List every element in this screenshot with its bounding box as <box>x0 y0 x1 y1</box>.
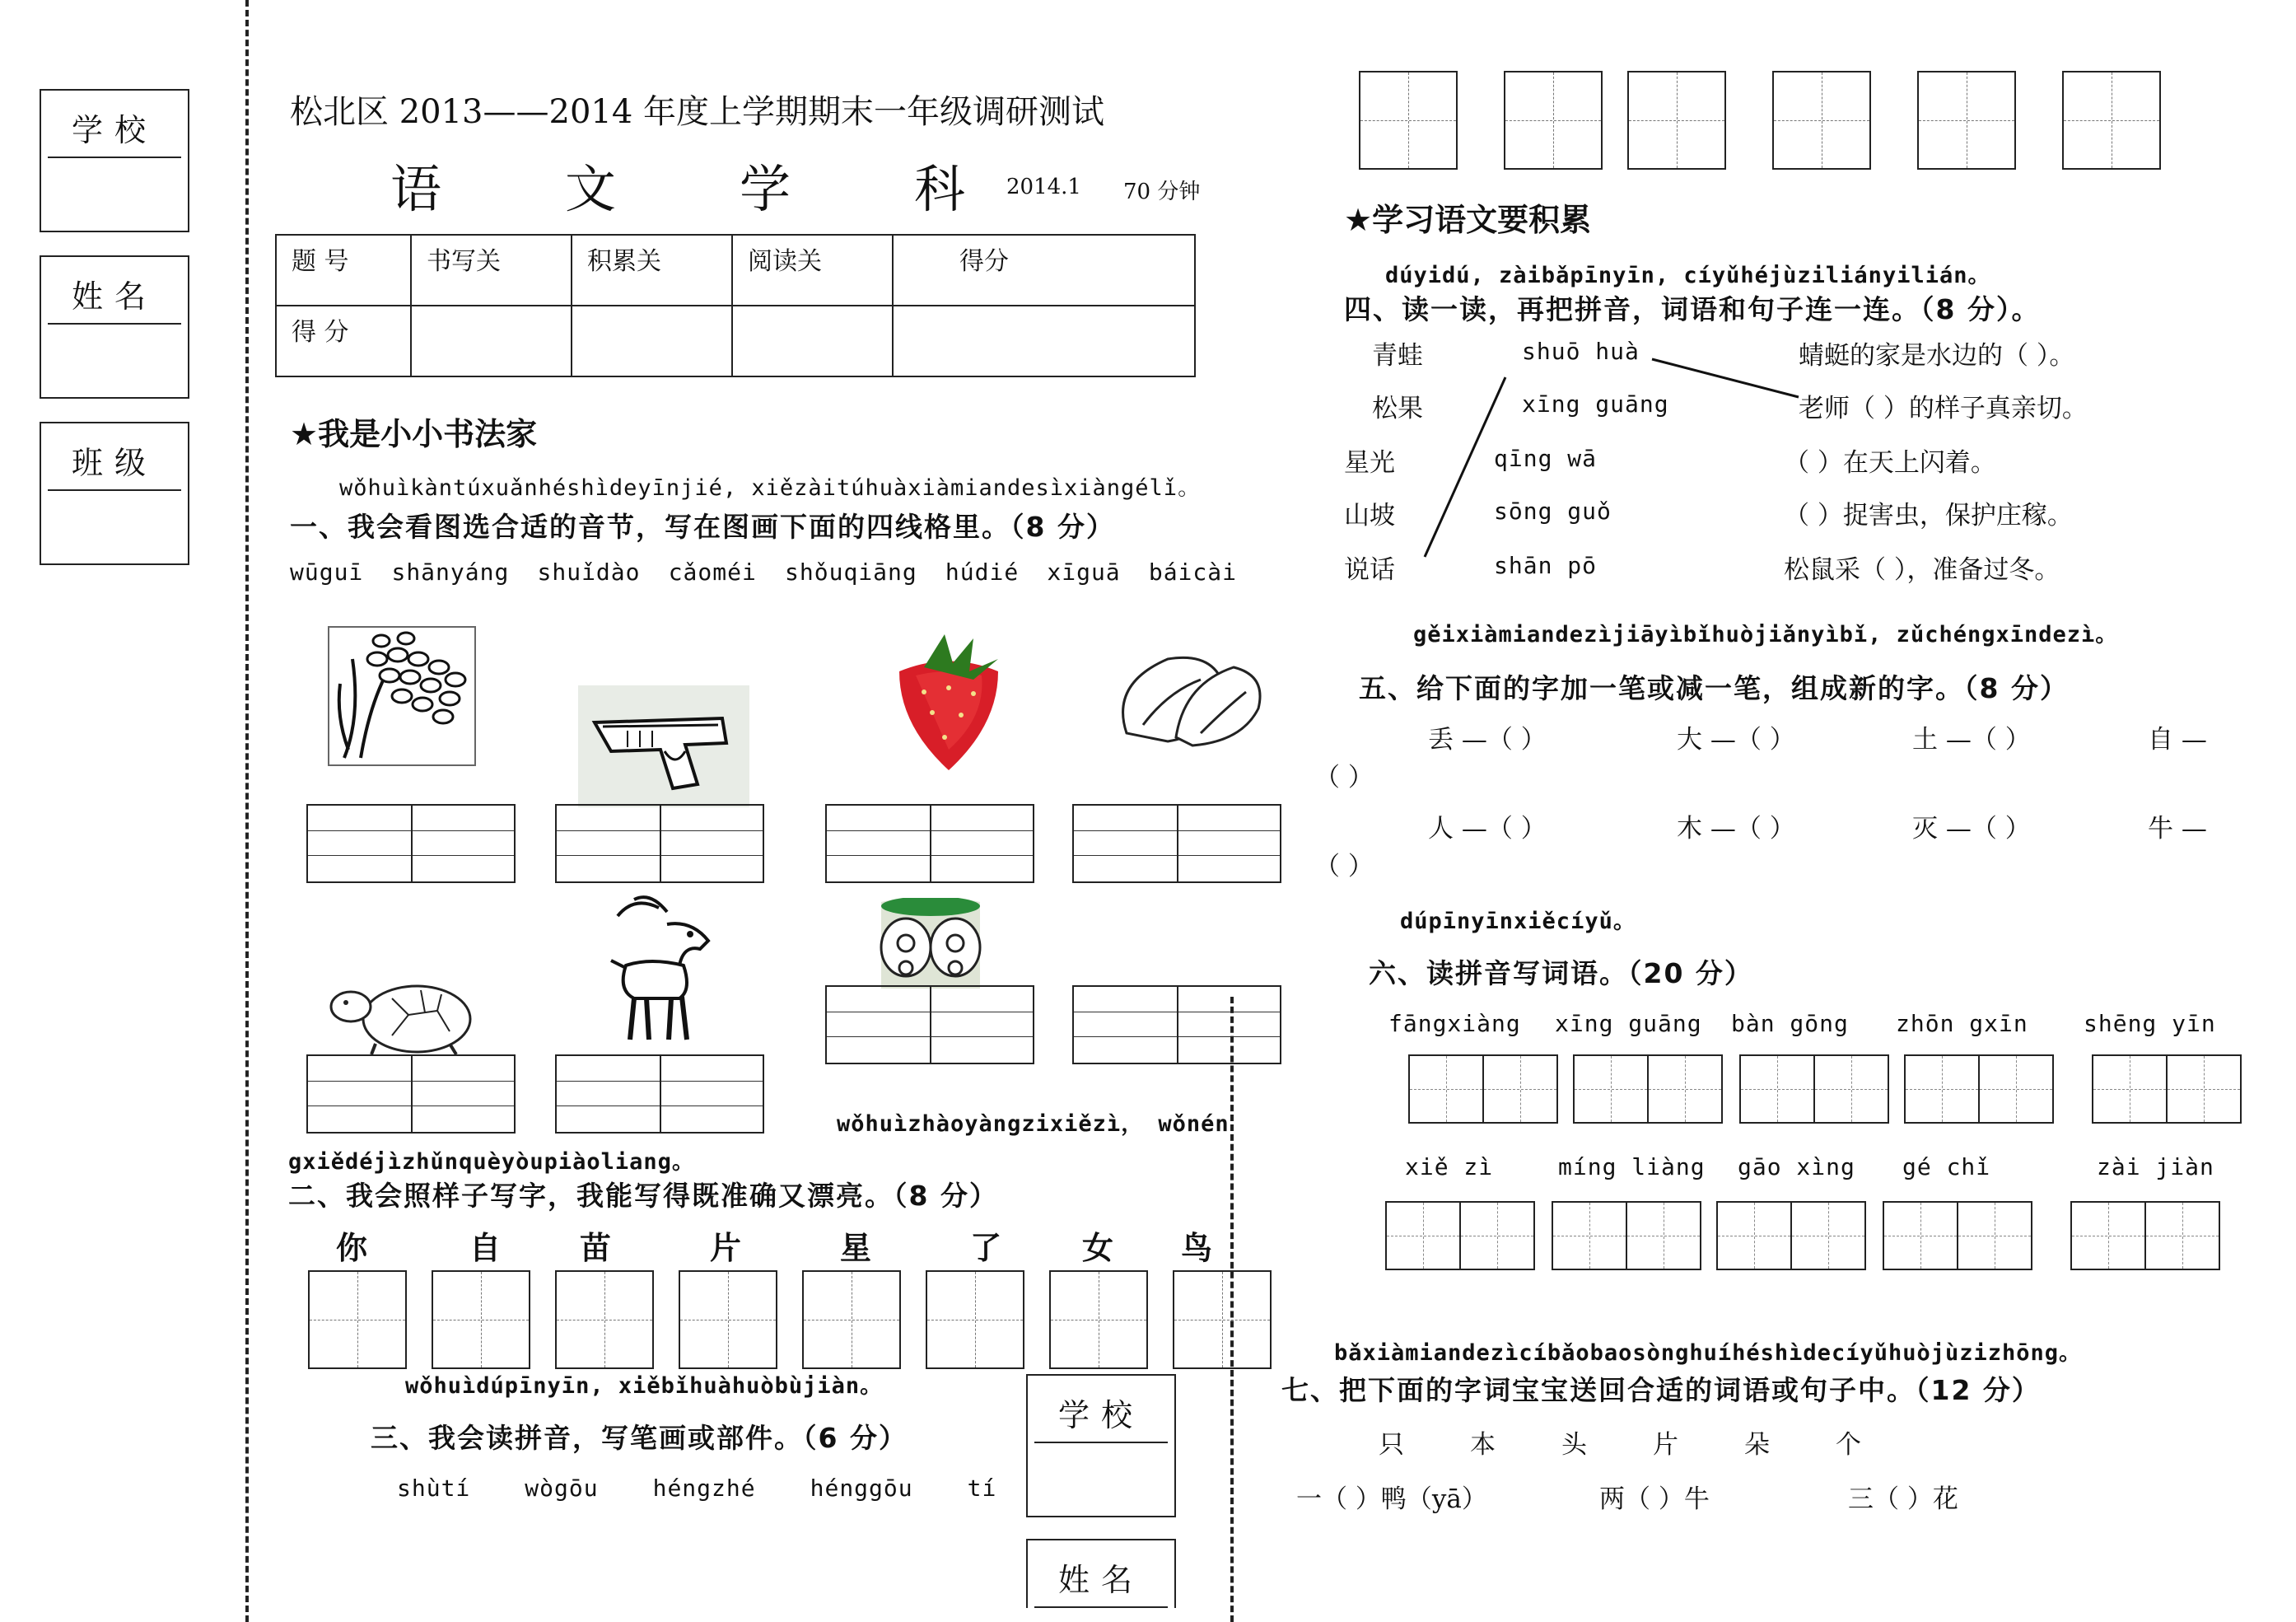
q1-option: húdié <box>945 559 1020 586</box>
score-row-label: 得 分 <box>276 306 411 376</box>
q7-word: 本 <box>1470 1430 1496 1460</box>
q6-item-pinyin: gāo xìng <box>1738 1153 1855 1180</box>
q1-option: cǎoméi <box>668 559 757 586</box>
q3-item: héngzhé <box>652 1475 756 1502</box>
score-header: 阅读关 <box>732 235 893 306</box>
q6-item-pinyin: zhōn gxīn <box>1896 1010 2028 1037</box>
q6-answer-grid[interactable] <box>2070 1201 2220 1270</box>
q4-word: 星光 <box>1344 448 1395 478</box>
q6-item-pinyin: xiě zì <box>1405 1153 1494 1180</box>
q3-item: shùtí <box>397 1475 471 1502</box>
exam-title: 松北区 2013——2014 年度上学期期末一年级调研测试 <box>290 93 1105 131</box>
q6-answer-grid[interactable] <box>1883 1201 2032 1270</box>
q3-item: hénggōu <box>810 1475 913 1502</box>
q2-pinyin-a: wǒhuìzhàoyàngzixiězì， wǒnén <box>837 1111 1230 1137</box>
q4-sentence: （ ）在天上闪着。 <box>1784 448 1996 478</box>
q6-item-pinyin: fāngxiàng <box>1388 1010 1521 1037</box>
q1-title: 一、我会看图选合适的音节，写在图画下面的四线格里。（8 分） <box>290 511 1115 543</box>
q4-pinyin-option: shuō huà <box>1522 338 1640 365</box>
q5-item: 木 —（ ） <box>1677 814 1795 844</box>
section-accumulate-header: ★学习语文要积累 <box>1344 202 1592 238</box>
q7-phrase: 两（ ）牛 <box>1599 1484 1710 1514</box>
q7-word: 朵 <box>1744 1430 1770 1460</box>
q4-sentence: （ ）捉害虫，保护庄稼。 <box>1784 501 2073 531</box>
score-header: 书写关 <box>411 235 572 306</box>
q4-pinyin: dúyidú, zàibǎpīnyīn, cíyǔhéjùziliányilián。 <box>1385 263 1991 288</box>
q5-title: 五、给下面的字加一笔或减一笔，组成新的字。（8 分） <box>1359 672 2069 704</box>
q5-row2-tail: （ ） <box>1314 852 1374 881</box>
q3-item: tí <box>967 1475 997 1502</box>
binding-class-label: 班级 <box>48 423 181 491</box>
q6-item-pinyin: gé chǐ <box>1902 1153 1991 1180</box>
q3-item: wògōu <box>525 1475 599 1502</box>
q7-word: 个 <box>1836 1430 1861 1460</box>
q4-pinyin-option: shān pō <box>1494 552 1598 579</box>
q2-model-char: 鸟 <box>1181 1229 1213 1266</box>
q5-row1 <box>1428 718 2235 755</box>
q3-title: 三、我会读拼音，写笔画或部件。（6 分） <box>371 1422 908 1454</box>
q6-answer-grid[interactable] <box>1716 1201 1866 1270</box>
q5-row2 <box>1428 807 2235 844</box>
q7-word: 只 <box>1379 1430 1404 1460</box>
q2-model-char: 片 <box>710 1229 742 1266</box>
q2-title: 二、我会照样子写字，我能写得既准确又漂亮。（8 分） <box>288 1180 998 1212</box>
q6-pinyin: dúpīnyīnxiěcíyǔ。 <box>1400 909 1636 934</box>
q7-word: 片 <box>1653 1430 1678 1460</box>
q2-model-char: 了 <box>970 1229 1002 1266</box>
q5-item: 自 — <box>2148 725 2207 755</box>
subject-char: 科 <box>914 159 966 219</box>
q1-option: shānyáng <box>391 559 510 586</box>
q1-option: shuǐdào <box>537 559 641 586</box>
subject-char: 学 <box>740 159 791 219</box>
q3-pinyin: wǒhuìdúpīnyīn, xiěbǐhuàhuòbùjiàn。 <box>405 1373 884 1399</box>
q6-item-pinyin: zài jiàn <box>2097 1153 2214 1180</box>
binding-name-label: 姓名 <box>48 257 181 325</box>
q6-item-pinyin: míng liàng <box>1558 1153 1706 1180</box>
q4-sentence: 蜻蜓的家是水边的（ ）。 <box>1799 341 2075 371</box>
q5-item: 牛 — <box>2148 814 2207 844</box>
q5-item: 大 —（ ） <box>1677 725 1795 755</box>
q4-sentence: 老师（ ）的样子真亲切。 <box>1799 394 2088 423</box>
q6-title: 六、读拼音写词语。（20 分） <box>1369 957 1753 989</box>
q5-item: 灭 —（ ） <box>1912 814 2031 844</box>
exam-duration: 70 分钟 <box>1123 180 1201 204</box>
q5-item: 人 —（ ） <box>1428 814 1547 844</box>
q6-answer-grid[interactable] <box>2092 1054 2242 1124</box>
q4-sentence: 松鼠采（ ），准备过冬。 <box>1784 555 2060 585</box>
q7-phrase: 三（ ）花 <box>1848 1484 1958 1514</box>
q4-title: 四、读一读，再把拼音，词语和句子连一连。（8 分）。 <box>1344 293 2041 325</box>
q2-model-char: 自 <box>469 1229 502 1266</box>
q1-option: báicài <box>1148 559 1237 586</box>
q4-pinyin-option: qīng wā <box>1494 445 1598 472</box>
q6-answer-grid[interactable] <box>1385 1201 1535 1270</box>
exam-date: 2014.1 <box>1006 175 1081 199</box>
q4-pinyin-option: sōng guǒ <box>1494 498 1612 525</box>
binding-school-label: 学校 <box>48 91 181 158</box>
subject-char: 语 <box>390 159 442 219</box>
q5-pinyin: gěixiàmiandezìjiāyìbǐhuòjiǎnyìbǐ, zǔchéngxīndezì。 <box>1413 622 2119 647</box>
q5-item: 土 —（ ） <box>1912 725 2031 755</box>
q7-title: 七、把下面的字词宝宝送回合适的词语或句子中。（12 分） <box>1281 1374 2041 1406</box>
q4-word: 说话 <box>1344 555 1395 585</box>
q6-answer-grid[interactable] <box>1573 1054 1723 1124</box>
q1-option: shǒuqiāng <box>785 559 917 586</box>
q6-answer-grid[interactable] <box>1408 1054 1558 1124</box>
q6-answer-grid[interactable] <box>1739 1054 1889 1124</box>
q7-phrase: 一（ ）鸭（yā） <box>1296 1484 1487 1514</box>
score-header: 积累关 <box>572 235 732 306</box>
score-header: 题 号 <box>276 235 411 306</box>
q7-words <box>1379 1423 1861 1461</box>
q6-answer-grid[interactable] <box>1552 1201 1701 1270</box>
q5-row1-tail: （ ） <box>1314 763 1374 792</box>
binding2-name-label: 姓名 <box>1034 1540 1168 1608</box>
q4-word: 山坡 <box>1344 501 1395 531</box>
q7-word: 头 <box>1561 1430 1587 1460</box>
q6-item-pinyin: xīng guāng <box>1555 1010 1702 1037</box>
q6-answer-grid[interactable] <box>1904 1054 2054 1124</box>
q4-word: 松果 <box>1372 394 1423 423</box>
q2-model-char: 你 <box>336 1229 368 1266</box>
binding2-school-label: 学校 <box>1034 1376 1168 1443</box>
subject-char: 文 <box>565 159 617 219</box>
q4-word: 青蛙 <box>1372 341 1423 371</box>
q2-model-char: 星 <box>840 1229 872 1266</box>
q5-item: 丢 —（ ） <box>1428 725 1547 755</box>
q6-item-pinyin: shēng yīn <box>2084 1010 2216 1037</box>
q1-pinyin: wǒhuìkàntúxuǎnhéshìdeyīnjié, xiězàitúhuàxiàmiandesìxiàngélǐ。 <box>339 475 1202 501</box>
q7-pinyin: bǎxiàmiandezìcíbǎobaosònghuíhéshìdecíyǔhuòjùzizhōng。 <box>1334 1340 2083 1366</box>
score-header: 得分 <box>893 235 1195 306</box>
q2-pinyin-b: gxiědéjìzhǔnquèyòupiàoliang。 <box>288 1149 695 1175</box>
q2-model-char: 女 <box>1082 1229 1114 1266</box>
q1-option: xīguā <box>1047 559 1121 586</box>
q1-option: wūguī <box>290 559 364 586</box>
q2-model-char: 苗 <box>580 1229 612 1266</box>
section-calligrapher-header: ★我是小小书法家 <box>290 416 538 452</box>
q4-pinyin-option: xīng guāng <box>1522 390 1669 418</box>
q6-item-pinyin: bàn gōng <box>1731 1010 1849 1037</box>
